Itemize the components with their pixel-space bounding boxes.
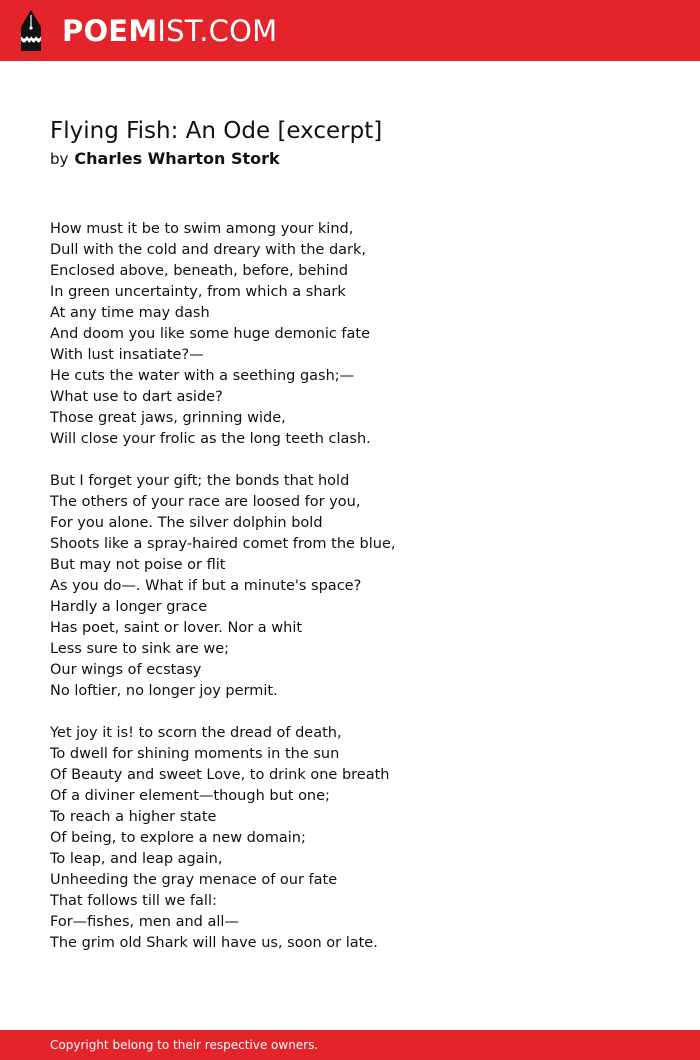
poem-line: And doom you like some huge demonic fate [50,326,371,342]
site-logo-link[interactable] [62,13,277,49]
poem-line: Of a diviner element—though but one; [50,788,330,804]
poem-line: In green uncertainty, from which a shark [50,284,346,300]
pen-nib-icon[interactable] [18,10,44,51]
poem-stanza [50,723,650,954]
poem-line: How must it be to swim among your kind, [50,221,354,237]
poem-line: As you do—. What if but a minute's space? [50,578,362,594]
poem-line: Shoots like a spray-haired comet from the blue, [50,536,396,552]
poem-line: Those great jaws, grinning wide, [50,410,286,426]
poem-line: At any time may dash [50,305,210,321]
poem-line: The grim old Shark will have us, soon or late. [50,935,378,951]
poem-line: Of Beauty and sweet Love, to drink one breath [50,767,390,783]
poem-line: What use to dart aside? [50,389,223,405]
poem-line: To dwell for shining moments in the sun [50,746,340,762]
poem-line: To reach a higher state [50,809,217,825]
poem-line: The others of your race are loosed for you, [50,494,361,510]
brand-light-text: IST.COM [157,14,278,48]
poem-line: He cuts the water with a seething gash;— [50,368,355,384]
site-header [0,0,700,61]
poem-line: But I forget your gift; the bonds that hold [50,473,350,489]
poem-line: Will close your frolic as the long teeth clash. [50,431,371,447]
poem-line: No loftier, no longer joy permit. [50,683,278,699]
by-label: by [50,150,69,168]
poem-stanza [50,471,650,702]
poem-line: Dull with the cold and dreary with the dark, [50,242,367,258]
author-name: Charles Wharton Stork [74,149,280,168]
poem-body [50,219,650,975]
poem-line: Hardly a longer grace [50,599,208,615]
poem-line: Yet joy it is! to scorn the dread of death, [50,725,342,741]
poem-line: For you alone. The silver dolphin bold [50,515,323,531]
poem-line: To leap, and leap again, [50,851,223,867]
poem-stanza [50,219,650,450]
poem-line: Less sure to sink are we; [50,641,230,657]
copyright-notice: Copyright belong to their respective owners. [50,1038,319,1052]
poem-line: Our wings of ecstasy [50,662,202,678]
poem-line: For—fishes, men and all— [50,914,239,930]
poem-title: Flying Fish: An Ode [excerpt] [50,118,383,144]
poem-line: But may not poise or flit [50,557,226,573]
poem-line: Unheeding the gray menace of our fate [50,872,338,888]
brand-bold-text: POEM [62,14,158,48]
poem-line: Enclosed above, beneath, before, behind [50,263,349,279]
byline [50,148,280,170]
site-footer [0,1030,700,1060]
poem-line: With lust insatiate?— [50,347,204,363]
poem-line: Of being, to explore a new domain; [50,830,306,846]
poem-line: That follows till we fall: [50,893,217,909]
poem-line: Has poet, saint or lover. Nor a whit [50,620,303,636]
